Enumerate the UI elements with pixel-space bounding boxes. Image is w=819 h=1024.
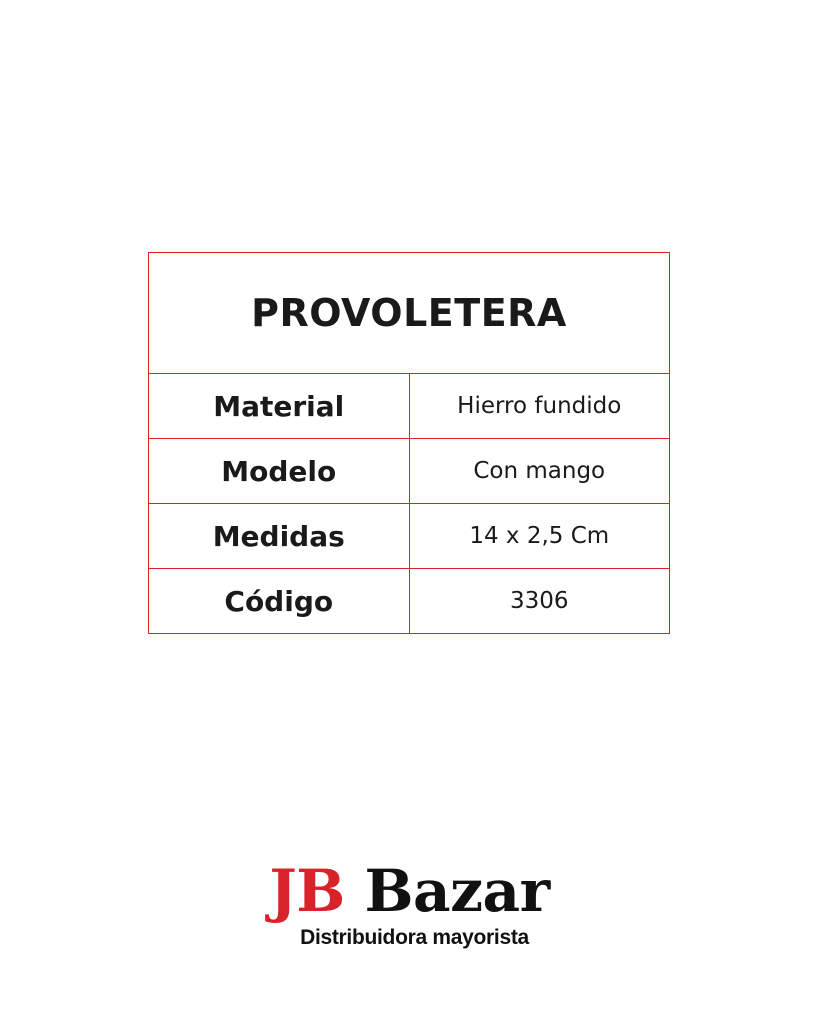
spec-row-modelo [149,439,670,504]
spec-label: Medidas [149,504,410,569]
title-row [149,253,670,374]
spec-value: 3306 [409,569,670,634]
spec-label: Código [149,569,410,634]
brand-name-bazar: Bazar [364,857,550,925]
spec-value: Hierro fundido [409,374,670,439]
product-spec-table [148,252,670,634]
spec-label: Material [149,374,410,439]
brand-logo [0,857,819,950]
spec-value: 14 x 2,5 Cm [409,504,670,569]
brand-name [0,857,819,925]
spec-row-medidas [149,504,670,569]
brand-tagline: Distribuidora mayorista [300,926,529,949]
spec-value: Con mango [409,439,670,504]
brand-name-jb: JB [269,857,345,925]
product-title: PROVOLETERA [149,253,670,374]
spec-row-codigo [149,569,670,634]
spec-label: Modelo [149,439,410,504]
spec-row-material [149,374,670,439]
